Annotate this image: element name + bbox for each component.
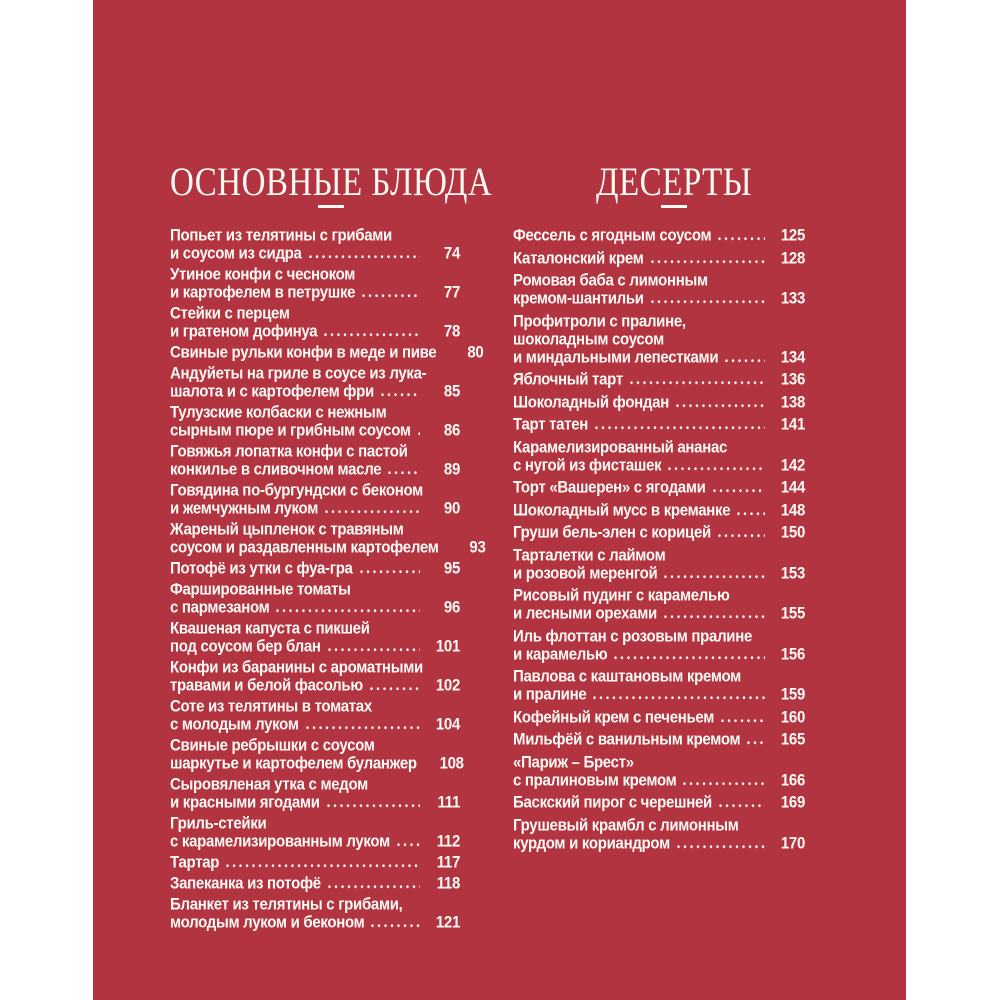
page-number: 111 xyxy=(437,792,460,812)
entry-text-line: Профитроли с пралине, xyxy=(513,311,686,331)
entry-title-text: и жемчужным луком xyxy=(170,498,319,518)
page-number: 141 xyxy=(780,414,805,434)
toc-entry xyxy=(170,896,460,932)
page-number: 165 xyxy=(780,729,805,749)
entry-text-line: Тарталетки с лаймом xyxy=(513,545,666,565)
entry-title-text: Свиные рульки конфи в меде и пиве xyxy=(170,342,437,362)
entry-title-text: и розовой меренгой xyxy=(513,563,658,583)
entry-title-text: сырным пюре и грибным соусом xyxy=(170,420,411,440)
toc-entry xyxy=(513,479,805,497)
toc-entry xyxy=(513,794,805,812)
section-title-main-dishes xyxy=(170,160,493,205)
toc-entry xyxy=(513,628,805,664)
entry-title-text: Шоколадный фондан xyxy=(513,392,669,412)
page-number: 77 xyxy=(443,282,460,302)
toc-entry xyxy=(170,735,464,773)
entry-last-line xyxy=(170,421,460,441)
entry-last-line xyxy=(513,347,805,367)
entry-title-text: Каталонский крем xyxy=(513,248,644,268)
page-number: 125 xyxy=(780,225,805,245)
dot-leader xyxy=(630,381,765,384)
entry-text-line: Павлова с каштановым кремом xyxy=(513,666,741,686)
entry-title-text: с пармезаном xyxy=(170,597,270,617)
section-title-block xyxy=(596,160,753,208)
page-number: 144 xyxy=(780,477,805,497)
page-number: 108 xyxy=(439,753,464,773)
entry-title-text: молодым луком и беконом xyxy=(170,912,365,932)
entry-last-line xyxy=(170,913,460,933)
page-number: 117 xyxy=(436,852,460,872)
entry-last-line xyxy=(170,598,460,618)
toc-entry xyxy=(513,371,805,389)
page-number: 155 xyxy=(780,603,805,623)
toc-entry xyxy=(170,875,460,893)
entry-title-text: конкилье в сливочном масле xyxy=(170,459,382,479)
toc-entry xyxy=(170,560,460,578)
entry-title-text: Баскский пирог с черешней xyxy=(513,792,712,812)
page-number: 118 xyxy=(436,873,460,893)
page-number: 128 xyxy=(780,248,805,268)
entry-text-line: Утиное конфи с чесноком xyxy=(170,264,356,284)
page-number: 159 xyxy=(780,684,805,704)
entry-text-line: Говядина по-бургундски с беконом xyxy=(170,480,423,500)
entry-title-text: Тартар xyxy=(170,852,220,872)
entry-last-line xyxy=(170,793,460,813)
entry-text-line: Грушевый крамбл с лимонным xyxy=(513,815,739,835)
page-number: 90 xyxy=(443,498,460,518)
dot-leader xyxy=(718,237,765,240)
entry-title-text: и красными ягодами xyxy=(170,792,320,812)
entry-title-text: шаркутье и картофелем буланжер xyxy=(170,753,417,773)
entry-last-line xyxy=(170,637,460,657)
dot-leader xyxy=(614,656,765,659)
toc-entry xyxy=(513,731,805,749)
dot-leader xyxy=(226,864,420,867)
entry-title-text: Тарт татен xyxy=(513,414,589,434)
toc-entry xyxy=(170,342,484,362)
page-number: 142 xyxy=(780,455,805,475)
toc-entry xyxy=(513,250,805,268)
toc-entry xyxy=(513,394,805,412)
toc-entry xyxy=(170,305,460,341)
entry-title-text: Яблочный тарт xyxy=(513,369,623,389)
page-number: 133 xyxy=(780,288,805,308)
entry-title-text: и пралине xyxy=(513,684,587,704)
entry-title-text: под соусом бер блан xyxy=(170,636,321,656)
page-number: 148 xyxy=(780,500,805,520)
toc-entry xyxy=(170,227,460,263)
entry-last-line xyxy=(513,455,805,475)
dot-leader xyxy=(325,510,420,513)
dot-leader xyxy=(324,333,420,336)
toc-entry xyxy=(170,698,460,734)
toc-entry xyxy=(170,581,460,617)
entry-text-line: Попьет из телятины с грибами xyxy=(170,225,392,245)
entry-text-line: Говяжья лопатка конфи с пастой xyxy=(170,441,408,461)
entry-last-line xyxy=(513,500,805,520)
dot-leader xyxy=(397,843,420,846)
toc-content xyxy=(93,0,906,935)
entry-text-line: Стейки с перцем xyxy=(170,303,290,323)
page-number: 95 xyxy=(443,558,460,578)
entry-text-line: Тулузские колбаски с нежным xyxy=(170,402,387,422)
page-number: 160 xyxy=(780,707,805,727)
page-number: 166 xyxy=(780,770,805,790)
dot-leader xyxy=(327,804,420,807)
toc-entry xyxy=(513,502,805,520)
entry-text-line: Конфи из баранины с ароматными xyxy=(170,657,423,677)
dot-leader xyxy=(362,294,420,297)
entry-title-text: шалота и с картофелем фри xyxy=(170,381,374,401)
entry-last-line xyxy=(513,707,805,727)
page-number: 150 xyxy=(780,522,805,542)
entry-title-text: Кофейный крем с печеньем xyxy=(513,707,715,727)
dot-leader xyxy=(719,804,765,807)
entry-text-line: шоколадным соусом xyxy=(513,329,664,349)
page-number: 104 xyxy=(435,714,460,734)
entry-title-text: Потофё из утки с фуа-гра xyxy=(170,558,353,578)
entry-last-line xyxy=(513,604,805,624)
page-number: 80 xyxy=(467,342,484,362)
entry-title-text: Мильфёй с ванильным кремом xyxy=(513,729,741,749)
page-number: 74 xyxy=(443,243,460,263)
dot-leader xyxy=(328,648,420,651)
section-title-desserts xyxy=(596,160,753,205)
entry-last-line xyxy=(170,322,460,342)
toc-entries-main-dishes xyxy=(170,225,486,932)
toc-entry xyxy=(513,817,805,853)
dot-leader xyxy=(725,359,765,362)
dot-leader xyxy=(418,432,420,435)
page-number: 112 xyxy=(436,831,460,851)
dot-leader xyxy=(737,512,765,515)
entry-last-line xyxy=(170,832,460,852)
entry-text-line: Гриль-стейки xyxy=(170,813,267,833)
dot-leader xyxy=(718,534,765,537)
entry-last-line xyxy=(170,283,460,303)
toc-entry xyxy=(513,547,805,583)
page-number: 78 xyxy=(443,321,460,341)
toc-entry xyxy=(170,776,460,812)
toc-entry xyxy=(170,815,460,851)
dot-leader xyxy=(370,687,420,690)
entry-title-text: Груши бель-элен с корицей xyxy=(513,522,711,542)
entry-last-line xyxy=(513,730,805,750)
entry-title-text: и карамелью xyxy=(513,644,608,664)
entry-last-line xyxy=(170,537,486,558)
toc-entry xyxy=(513,587,805,623)
entry-text-line: Иль флоттан с розовым пралине xyxy=(513,626,753,646)
entry-last-line xyxy=(513,226,805,246)
dot-leader xyxy=(676,404,765,407)
entry-last-line xyxy=(513,833,805,853)
entry-last-line xyxy=(513,685,805,705)
entry-title-text: и лесными орехами xyxy=(513,603,657,623)
entry-last-line xyxy=(170,382,460,402)
page-number: 101 xyxy=(435,636,460,656)
entry-title-text: Торт «Вашерен» с ягодами xyxy=(513,477,706,497)
entry-text-line: Фаршированные томаты xyxy=(170,579,351,599)
entry-title-text: и соусом из сидра xyxy=(170,243,302,263)
toc-entry xyxy=(170,365,460,401)
entry-last-line xyxy=(513,392,805,412)
entry-text-line: Бланкет из телятины с грибами, xyxy=(170,894,403,914)
page-number: 170 xyxy=(780,833,805,853)
dot-leader xyxy=(668,467,765,470)
book-page xyxy=(93,0,906,1000)
page-number: 138 xyxy=(780,392,805,412)
dot-leader xyxy=(664,575,765,578)
dot-leader xyxy=(595,426,765,429)
toc-entry xyxy=(170,854,460,872)
entry-last-line xyxy=(513,478,805,498)
entry-title-text: с нугой из фисташек xyxy=(513,455,662,475)
entry-title-text: и картофелем в петрушке xyxy=(170,282,356,302)
entry-text-line: Сыровяленая утка с медом xyxy=(170,774,368,794)
dot-leader xyxy=(276,609,420,612)
entry-last-line xyxy=(513,644,805,664)
entry-last-line xyxy=(170,853,460,873)
entry-last-line xyxy=(513,563,805,583)
entry-text-line: Свиные ребрышки с соусом xyxy=(170,735,375,755)
dot-leader xyxy=(309,255,420,258)
entry-title-text: Запеканка из потофё xyxy=(170,873,321,893)
entry-last-line xyxy=(513,248,805,268)
entry-text-line: «Париж – Брест» xyxy=(513,752,634,772)
dot-leader xyxy=(721,719,765,722)
page-number: 89 xyxy=(443,459,460,479)
entry-last-line xyxy=(170,460,460,480)
toc-entry xyxy=(170,404,460,440)
toc-entry xyxy=(170,443,460,479)
entry-title-text: с молодым луком xyxy=(170,714,299,734)
dot-leader xyxy=(747,741,765,744)
entry-last-line xyxy=(170,715,460,735)
entry-last-line xyxy=(513,415,805,435)
toc-entry xyxy=(513,524,805,542)
dot-leader xyxy=(651,260,766,263)
toc-entries-desserts xyxy=(513,227,805,853)
page-number: 102 xyxy=(435,675,460,695)
dot-leader xyxy=(360,570,420,573)
toc-entry xyxy=(513,439,805,475)
entry-last-line xyxy=(513,523,805,543)
section-title-text: ДЕСЕРТЫ xyxy=(596,160,753,205)
entry-text-line: Соте из телятины в томатах xyxy=(170,696,372,716)
toc-entry xyxy=(170,482,460,518)
entry-last-line xyxy=(170,559,460,579)
entry-title-text: и миндальными лепестками xyxy=(513,347,719,367)
section-title-text: ОСНОВНЫЕ БЛЮДА xyxy=(170,160,493,205)
page-number: 134 xyxy=(780,347,805,367)
entry-title-text: с карамелизированным луком xyxy=(170,831,390,851)
entry-title-text: травами и белой фасолью xyxy=(170,675,363,695)
dot-leader xyxy=(388,471,420,474)
toc-entry xyxy=(170,519,486,557)
entry-title-text: и гратеном дофинуа xyxy=(170,321,318,341)
page-number: 86 xyxy=(443,420,460,440)
page-number: 136 xyxy=(780,369,805,389)
entry-text-line: Карамелизированный ананас xyxy=(513,437,728,457)
entry-title-text: с пралиновым кремом xyxy=(513,770,677,790)
entry-last-line xyxy=(170,874,460,894)
toc-entry xyxy=(170,266,460,302)
dot-leader xyxy=(306,726,420,729)
dot-leader xyxy=(651,300,765,303)
entry-last-line xyxy=(170,342,484,363)
entry-last-line xyxy=(513,289,805,309)
page-number: 153 xyxy=(780,563,805,583)
entry-title-text: кремом-шантильи xyxy=(513,288,644,308)
page-number: 156 xyxy=(780,644,805,664)
dot-leader xyxy=(328,885,420,888)
entry-title-text: Шоколадный мусс в креманке xyxy=(513,500,731,520)
toc-entry xyxy=(513,754,805,790)
entry-last-line xyxy=(170,676,460,696)
entry-last-line xyxy=(170,753,464,774)
page-number: 93 xyxy=(469,537,486,557)
dot-leader xyxy=(664,615,765,618)
page-number: 85 xyxy=(443,381,460,401)
entry-text-line: Ромовая баба с лимонным xyxy=(513,270,708,290)
toc-entry xyxy=(513,709,805,727)
section-title-block xyxy=(170,160,493,208)
toc-entry xyxy=(170,620,460,656)
entry-text-line: Жареный цыпленок с травяным xyxy=(170,519,404,539)
entry-text-line: Квашеная капуста с пикшей xyxy=(170,618,370,638)
dot-leader xyxy=(713,489,765,492)
entry-last-line xyxy=(170,244,460,264)
toc-entry xyxy=(513,416,805,434)
entry-title-text: курдом и кориандром xyxy=(513,833,670,853)
entry-text-line: Рисовый пудинг с карамелью xyxy=(513,585,730,605)
toc-entry xyxy=(513,668,805,704)
toc-section-desserts xyxy=(513,160,805,935)
entry-title-text: соусом и раздавленным картофелем xyxy=(170,537,439,557)
dot-leader xyxy=(593,696,765,699)
toc-entry xyxy=(513,313,805,367)
entry-last-line xyxy=(170,499,460,519)
dot-leader xyxy=(371,924,420,927)
toc-entry xyxy=(170,659,460,695)
toc-entry xyxy=(513,272,805,308)
dot-leader xyxy=(677,845,765,848)
entry-text-line: Андуйеты на гриле в соусе из лука- xyxy=(170,363,427,383)
entry-title-text: Фессель с ягодным соусом xyxy=(513,225,712,245)
entry-last-line xyxy=(513,770,805,790)
toc-entry xyxy=(513,227,805,245)
page-number: 169 xyxy=(780,792,805,812)
page-number: 96 xyxy=(443,597,460,617)
dot-leader xyxy=(683,782,765,785)
entry-last-line xyxy=(513,370,805,390)
dot-leader xyxy=(381,393,420,396)
toc-section-main-dishes xyxy=(170,160,493,935)
entry-last-line xyxy=(513,793,805,813)
page-number: 121 xyxy=(435,912,460,932)
